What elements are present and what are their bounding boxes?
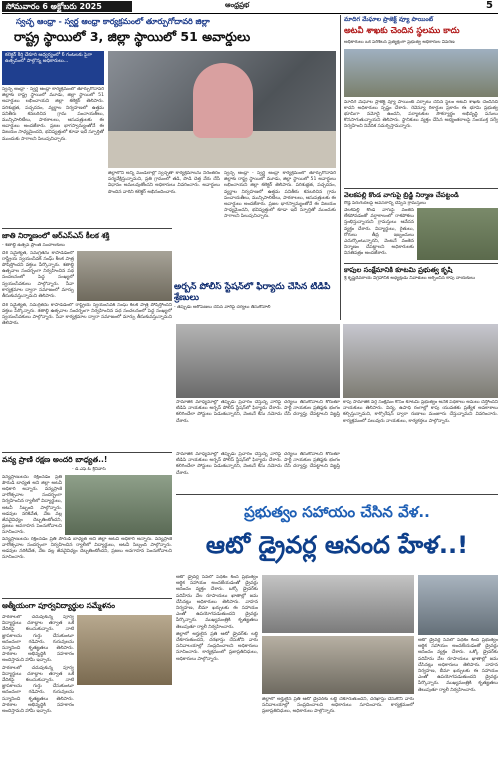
caste-photo [77,251,172,301]
auto-body-right-text: ఆటో డ్రైవర్ల సేవలో పథకం కింద ప్రభుత్వం ఆర్థిక సహాయం అందజేయడంతో డ్రైవర్లు ఆనందం వ్యక్తం చేశారు. ఒక్కో డ్రైవర్‌కు పదిహేను వేల రూపాయలు ఖాతాల్లో జమ చేసినట్లు అధికారులు తెలిపారు. వాహన నిర్వహణ, బీమా ఖర్చులకు ఈ సహాయం ఎంతో ఉపయోగపడుతుందని డ్రైవర్లు పేర్కొన్నారు. ముఖ్యమంత్రికి కృతజ్ఞతలు తెలుపుతూ ర్యాలీ నిర్వహించారు. [418,638,498,693]
masthead: ఆంధ్రప్రభ [225,1,250,9]
caste-sub: - శతాబ్ది ఉత్సవ ప్రాంత సంచాలకులు [2,243,65,248]
police-continuation [176,452,340,494]
bridge-body-text: వెలకపల్లి కొండ వాగుపై వంతెన లేకపోవడంతో వర్షాకాలంలో రాకపోకలు స్తంభిస్తున్నాయని గ్రామస్తులు ఆవేదన వ్యక్తం చేశారు. విద్యార్థులు, రైతులు, రోగులు తీవ్ర ఇబ్బందులు ఎదుర్కొంటున్నారని, వెంటనే వంతెన నిర్మాణం చేపట్టాలని అధికారులకు వినతిపత్రం అందజేశారు. [344,208,414,257]
kapu-body-text: కాపు సామాజిక వర్గ సంక్షేమం కోసం కూటమి ప్రభుత్వం అనేక పథకాలు అమలు చేస్తోందని నాయకులు తెలిపారు. విద్య, ఉపాధి రంగాల్లో కాపు యువతకు ప్రత్యేక అవకాశాలు కల్పిస్తున్నామని, కార్పొరేషన్ ద్వారా రుణాలు మంజూరు చేస్తున్నామని వివరించారు. కార్యక్రమంలో పలువురు నాయకులు, కార్యకర్తలు పాల్గొన్నారు. [343,400,498,424]
page-number: 5 [486,0,493,11]
auto-headline: ఆటో డ్రైవర్ల ఆనంద హేళ..! [205,531,469,559]
forest-body-text: మాదిగ మేఘాల ప్రాజెక్ట్ వ్యూ పాయింట్ ఏర్పాటు చేసిన స్థలం అటవీ శాఖకు చెందినది కాదని అధికారులు స్పష్టం చేశారు. రెవెన్యూ రికార్డుల ప్రకారం ఈ భూమి ప్రభుత్వ భూమిగా నమోదై ఉందని, పర్యాటకుల సౌకర్యార్థం అభివృద్ధి పనులు కొనసాగుతున్నాయని తెలిపారు. స్థానికులు వ్యక్తం చేసిన అభ్యంతరాలపై సంయుక్త సర్వే నిర్వహించి నివేదిక సమర్పిస్తామన్నారు. [344,99,498,130]
alumni-separator [2,598,172,599]
auto-photo-3 [418,575,498,635]
kapu-body [343,400,498,488]
wildlife-story [2,452,172,597]
bridge-photo [417,208,498,260]
wildlife-separator [2,452,172,453]
wildlife-body-more [2,537,172,579]
right-column [340,15,498,320]
caste-row [2,251,172,301]
police-sub: - తప్పుడు ఆరోపణలు చేసిన వారిపై చర్యలు తీసుకోవాలి [174,305,271,310]
alumni-body-text-2: పాఠశాలలో చదువుకున్న పూర్వ విద్యార్థులు దశాబ్దాల తర్వాత ఒకే వేదికపై కలుసుకున్నారు. నాటి జ్ఞాపకాలను గుర్తు చేసుకుంటూ ఆనందంగా గడిపారు. గురువులను సన్మానించి కృతజ్ఞతలు తెలిపారు. పాఠశాల అభివృద్ధికి సహకారం అందిస్తామని హామీ ఇచ్చారు. [2,665,74,715]
police-body-text: సామాజిక మాధ్యమాల్లో తప్పుడు ప్రచారం చేస్తున్న వారిపై చర్యలు తీసుకోవాలని కోరుతూ టిడిపి నాయకులు అర్బన్ పోలీస్ స్టేషన్‌లో ఫిర్యాదు చేశారు. పార్టీ నాయకుల ప్రతిష్ఠకు భంగం కలిగించేలా పోస్టులు పెడుతున్నారని, వెంటనే కేసు నమోదు చేసి దర్యాప్తు చేపట్టాలని విజ్ఞప్తి చేశారు. [176,400,340,424]
auto-body-mid [262,697,414,765]
auto-photo-2 [262,636,414,694]
lead-body-col3 [224,171,336,225]
auto-body-text: ఆటో డ్రైవర్ల సేవలో పథకం కింద ప్రభుత్వం ఆర్థిక సహాయం అందజేయడంతో డ్రైవర్లు ఆనందం వ్యక్తం చేశారు. ఒక్కో డ్రైవర్‌కు పదిహేను వేల రూపాయలు ఖాతాల్లో జమ చేసినట్లు అధికారులు తెలిపారు. వాహన నిర్వహణ, బీమా ఖర్చులకు ఈ సహాయం ఎంతో ఉపయోగపడుతుందని డ్రైవర్లు పేర్కొన్నారు. ముఖ్యమంత్రికి కృతజ్ఞతలు తెలుపుతూ ర్యాలీ నిర్వహించారు. [176,575,258,630]
lead-story [2,15,338,225]
lead-intro: కలెక్టర్ కీర్తి చేకూరి ఆధ్వర్యంలో 6 గంటలకు పైగా ఉత్సవంలో పాల్గొన్న అధికారులు... [5,53,93,65]
alumni-headline: ఆత్మీయంగా పూర్వవిద్యార్థుల సమ్మేళనం [2,601,116,610]
auto-separator [176,494,498,495]
forest-photo [344,49,498,97]
forest-headline: అటవీ శాఖకు చెందిన స్థలము కాదు [344,26,460,36]
lead-kicker: స్వచ్ఛ ఆంధ్రా - స్వర్ణ ఆంధ్రా కార్యక్రమంలో తూర్పుగోదావరి జిల్లా [16,17,210,26]
kapu-sub: శ్రీ కృష్ణదేవరాయ విగ్రహానికి అధ్యక్షుడు నివాళులు అర్పించిన కాపు నాయకులు [344,276,476,281]
police-body [176,400,340,450]
wildlife-body [2,475,62,535]
lead-body-col1 [2,87,104,225]
alumni-body [2,615,74,775]
auto-story [176,494,498,776]
lead-body-3: స్వచ్ఛ ఆంధ్రా - స్వర్ణ ఆంధ్రా కార్యక్రమంలో తూర్పుగోదావరి జిల్లాకు రాష్ట్ర స్థాయిలో మూడు, జిల్లా స్థాయిలో 51 అవార్డులు లభించాయని జిల్లా కలెక్టర్ తెలిపారు. పరిశుభ్రత, పచ్చదనం, వ్యర్థాల నిర్వహణలో ఉత్తమ పనితీరు కనబరిచిన గ్రామ పంచాయతీలు, మున్సిపాలిటీలు, పాఠశాలలు, ఆసుపత్రులకు ఈ అవార్డులు అందజేశారు. ప్రజల భాగస్వామ్యంతోనే ఈ విజయం సాధ్యమైందని, భవిష్యత్తులో కూడా ఇదే స్ఫూర్తితో ముందుకు సాగాలని పిలుపునిచ్చారు. [224,171,336,220]
header-date: సోమవారం 6 అక్టోబరు 2025 [6,2,102,11]
lead-intro-box [2,51,104,85]
lead-body-2: జిల్లాలోని అన్ని మండలాల్లో స్వచ్ఛతా కార్యక్రమాలను నిరంతరం పర్యవేక్షిస్తున్నామని, ప్రతి గ్రామంలో తడి, పొడి చెత్త వేరు చేసే విధానం అమలవుతోందని అధికారులు వివరించారు. అవార్డులు పొందిన వారిని కలెక్టర్ అభినందించారు. [108,171,220,195]
bridge-separator [344,188,498,189]
auto-body-mid-text: జిల్లాలో అర్హులైన ప్రతి ఆటో డ్రైవర్‌కు లబ్ధి చేకూరుతుందని, దరఖాస్తు చేసుకోని వారు సచివాలయాల్లో సంప్రదించాలని అధికారులు సూచించారు. కార్యక్రమంలో ప్రజాప్రతినిధులు, అధికారులు పాల్గొన్నారు. [262,697,414,715]
alumni-row [2,615,172,775]
caste-separator [2,228,172,229]
caste-headline: జాతి నిర్మాణంలో ఆర్ఎస్ఎస్ కీలక శక్తి [2,231,110,240]
header-rule [2,13,498,14]
bridge-body [344,208,414,260]
police-photo [176,324,340,398]
auto-photos [262,575,414,766]
caste-body-text-2: దేశ సమైక్యత, సమగ్రతను కాపాడడంలో రాష్ట్రీయ స్వయంసేవక్ సంఘ్ కీలక పాత్ర పోషిస్తోందని వక్తలు పేర్కొన్నారు. శతాబ్ది ఉత్సవాల సందర్భంగా నిర్వహించిన పథ సంచలనంలో పెద్ద సంఖ్యలో స్వయంసేవకులు పాల్గొన్నారు. సేవా కార్యక్రమాల ద్వారా సమాజంలో మార్పు తీసుకువస్తున్నామని తెలిపారు. [2,302,172,327]
police-continuation-text: సామాజిక మాధ్యమాల్లో తప్పుడు ప్రచారం చేస్తున్న వారిపై చర్యలు తీసుకోవాలని కోరుతూ టిడిపి నాయకులు అర్బన్ పోలీస్ స్టేషన్‌లో ఫిర్యాదు చేశారు. పార్టీ నాయకుల ప్రతిష్ఠకు భంగం కలిగించేలా పోస్టులు పెడుతున్నారని, వెంటనే కేసు నమోదు చేసి దర్యాప్తు చేపట్టాలని విజ్ఞప్తి చేశారు. [176,452,340,476]
bridge-headline: వెలకపల్లి కొండ వాగుపై బ్రిడ్జి నిర్మాణ చేపట్టండి [344,190,459,199]
kapu-headline: కాపుల సంక్షేమానికి కూటమి ప్రభుత్వ కృషి [344,266,453,274]
auto-body [176,575,258,765]
forest-sub: అధికారులు ఒక పరిశీలన ప్రత్యక్షంగా ప్రభుత్వ అధికారుల వివరణ [344,40,455,45]
kapu-photo [343,324,498,398]
wildlife-body-text-2: వన్యప్రాణులను రక్షించడం ప్రతి పౌరుడి బాధ్యత అని జిల్లా అటవీ అధికారి అన్నారు. వన్యప్రాణి వారోత్సవాల సందర్భంగా నిర్వహించిన ర్యాలీలో విద్యార్థులు, అటవీ సిబ్బంది పాల్గొన్నారు. అడవుల నరికివేత, వేట వల్ల జీవవైవిధ్యం దెబ్బతింటోందని, ప్రజలు అవగాహన పెంచుకోవాలని సూచించారు. [2,536,172,561]
forest-body [344,100,498,186]
wildlife-row [2,475,172,535]
wildlife-sub: - డి.ఎఫ్.ఓ శ్రీనివాస్ [72,467,106,472]
caste-story [2,228,172,448]
caste-body-text: దేశ సమైక్యత, సమగ్రతను కాపాడడంలో రాష్ట్రీయ స్వయంసేవక్ సంఘ్ కీలక పాత్ర పోషిస్తోందని వక్తలు పేర్కొన్నారు. శతాబ్ది ఉత్సవాల సందర్భంగా నిర్వహించిన పథ సంచలనంలో పెద్ద సంఖ్యలో స్వయంసేవకులు పాల్గొన్నారు. సేవా కార్యక్రమాల ద్వారా సమాజంలో మార్పు తీసుకువస్తున్నామని తెలిపారు. [2,250,74,299]
lead-headline: రాష్ట్ర స్థాయిలో 3, జిల్లా స్థాయిలో 51 అవార్డులు [14,29,251,44]
auto-right-col [418,575,498,766]
auto-kicker: ప్రభుత్వం సహాయం చేసిన వేళ.. [244,503,430,521]
auto-body-text-2: జిల్లాలో అర్హులైన ప్రతి ఆటో డ్రైవర్‌కు లబ్ధి చేకూరుతుందని, దరఖాస్తు చేసుకోని వారు సచివాలయాల్లో సంప్రదించాలని అధికారులు సూచించారు. కార్యక్రమంలో ప్రజాప్రతినిధులు, అధికారులు పాల్గొన్నారు. [176,631,258,662]
police-headline: అర్బన్ పోలీస్ స్టేషన్‌లో ఫిర్యాదు చేసిన టిడిపి శ్రేణులు [174,282,331,303]
lead-body-col2 [108,171,220,225]
bridge-sub: రోడ్ల పెరుగుదలపై అవసరాన్ని చెప్పిన గ్రామస్తులు [344,200,426,206]
photo-person [193,63,253,138]
wildlife-body-text: వన్యప్రాణులను రక్షించడం ప్రతి పౌరుడి బాధ్యత అని జిల్లా అటవీ అధికారి అన్నారు. వన్యప్రాణి వారోత్సవాల సందర్భంగా నిర్వహించిన ర్యాలీలో విద్యార్థులు, అటవీ సిబ్బంది పాల్గొన్నారు. అడవుల నరికివేత, వేట వల్ల జీవవైవిధ్యం దెబ్బతింటోందని, ప్రజలు అవగాహన పెంచుకోవాలని సూచించారు. [2,474,62,535]
auto-body-right [418,638,498,766]
wildlife-headline: వన్య ప్రాణి రక్షణ అందరి బాధ్యత..! [2,455,108,464]
alumni-photo [77,615,172,685]
lead-body: స్వచ్ఛ ఆంధ్రా - స్వర్ణ ఆంధ్రా కార్యక్రమంలో తూర్పుగోదావరి జిల్లాకు రాష్ట్ర స్థాయిలో మూడు, జిల్లా స్థాయిలో 51 అవార్డులు లభించాయని జిల్లా కలెక్టర్ తెలిపారు. పరిశుభ్రత, పచ్చదనం, వ్యర్థాల నిర్వహణలో ఉత్తమ పనితీరు కనబరిచిన గ్రామ పంచాయతీలు, మున్సిపాలిటీలు, పాఠశాలలు, ఆసుపత్రులకు ఈ అవార్డులు అందజేశారు. ప్రజల భాగస్వామ్యంతోనే ఈ విజయం సాధ్యమైందని, భవిష్యత్తులో కూడా ఇదే స్ఫూర్తితో ముందుకు సాగాలని పిలుపునిచ్చారు. [2,87,104,142]
alumni-story [2,598,172,776]
bridge-row [344,208,498,260]
caste-body [2,251,74,301]
alumni-body-text: పాఠశాలలో చదువుకున్న పూర్వ విద్యార్థులు దశాబ్దాల తర్వాత ఒకే వేదికపై కలుసుకున్నారు. నాటి జ్ఞాపకాలను గుర్తు చేసుకుంటూ ఆనందంగా గడిపారు. గురువులను సన్మానించి కృతజ్ఞతలు తెలిపారు. పాఠశాల అభివృద్ధికి సహకారం అందిస్తామని హామీ ఇచ్చారు. [2,615,74,664]
auto-row [176,575,498,766]
caste-body-more [2,303,172,373]
lead-photo [108,51,336,168]
wildlife-photo [65,475,172,535]
forest-kicker: మాదిగ మేఘాల ప్రాజెక్ట్ వ్యూ పాయింట్ [344,16,434,23]
kapu-separator [344,263,498,264]
header-date-bar [2,1,132,12]
auto-photo-1 [262,575,414,633]
